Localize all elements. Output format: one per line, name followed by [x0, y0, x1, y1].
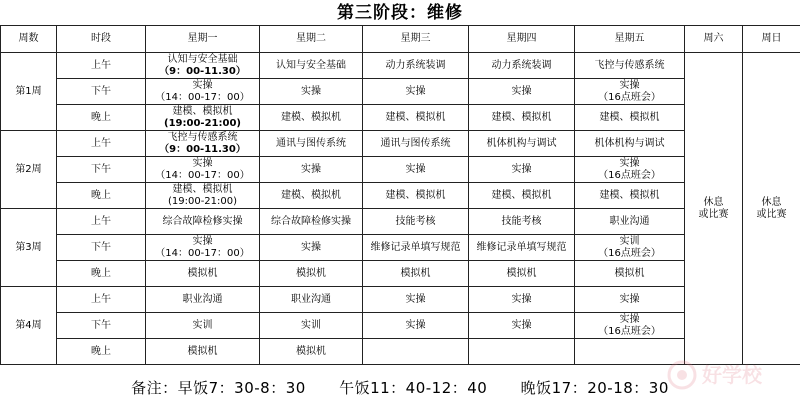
cell-line: 模拟机: [187, 345, 218, 357]
schedule-cell: [363, 235, 469, 261]
week-label: 第2周: [1, 131, 57, 209]
cell-line: 飞控与传感系统: [167, 131, 238, 143]
header-fri: 星期五: [575, 26, 685, 53]
cell-line: 实操: [511, 163, 532, 175]
cell-line: 实操: [511, 319, 532, 331]
schedule-cell: [575, 79, 685, 105]
cell-line: 飞控与传感系统: [594, 59, 665, 71]
schedule-cell: [260, 287, 363, 313]
schedule-cell: [469, 209, 575, 235]
schedule-cell: [146, 183, 260, 209]
cell-line: 维修记录单填写规范: [476, 241, 567, 253]
cell-line: 实训: [619, 235, 640, 247]
saturday-rest-cell: [685, 53, 743, 365]
cell-line: 建模、模拟机: [281, 189, 341, 201]
table-row: [1, 105, 800, 131]
schedule-cell: [575, 287, 685, 313]
schedule-cell: [260, 131, 363, 157]
table-row: [1, 131, 800, 157]
rest-line: 休息: [761, 196, 782, 208]
cell-line: 认知与安全基础: [167, 53, 238, 65]
header-tue: 星期二: [260, 26, 363, 53]
schedule-cell: [146, 131, 260, 157]
cell-line: 模拟机: [187, 267, 218, 279]
cell-line: （16点班会）: [598, 91, 661, 103]
cell-line: 通讯与图传系统: [380, 137, 451, 149]
schedule-cell: [363, 53, 469, 79]
schedule-cell: [575, 235, 685, 261]
schedule-cell: [363, 79, 469, 105]
schedule-cell: [146, 313, 260, 339]
table-row: [1, 53, 800, 79]
cell-line: 实操: [619, 79, 640, 91]
schedule-cell: [575, 53, 685, 79]
table-row: [1, 287, 800, 313]
cell-line: 实训: [301, 319, 321, 331]
schedule-cell: [469, 79, 575, 105]
table-row: [1, 79, 800, 105]
schedule-cell: [260, 157, 363, 183]
cell-line: 建模、模拟机: [172, 105, 233, 117]
schedule-cell: [146, 235, 260, 261]
cell-line: 建模、模拟机: [491, 111, 552, 123]
schedule-cell: [260, 339, 363, 365]
note-lunch: 午饭11：40-12：40: [339, 379, 488, 397]
period-label: 晚上: [57, 261, 146, 287]
watermark-logo: [666, 355, 786, 395]
schedule-cell: [575, 313, 685, 339]
schedule-cell: [469, 339, 575, 365]
cell-line: 实操: [511, 85, 532, 97]
schedule-cell: [260, 79, 363, 105]
table-row: [1, 261, 800, 287]
schedule-cell: [260, 183, 363, 209]
schedule-cell: [469, 261, 575, 287]
cell-line: (19:00-21:00): [164, 117, 241, 129]
cell-line: （14：00-17：00）: [155, 247, 250, 259]
header-thu: 星期四: [469, 26, 575, 53]
sunday-rest-cell: [743, 53, 800, 365]
cell-line: 模拟机: [400, 267, 431, 279]
cell-line: 实操: [619, 313, 640, 325]
cell-line: 建模、模拟机: [491, 189, 552, 201]
note-dinner: 晚饭17：20-18：30: [520, 379, 669, 397]
cell-line: 实操: [511, 293, 532, 305]
cell-line: 职业沟通: [291, 293, 331, 305]
cell-line: 模拟机: [296, 345, 326, 357]
period-label: 晚上: [57, 105, 146, 131]
period-label: 上午: [57, 131, 146, 157]
schedule-cell: [575, 157, 685, 183]
cell-line: 动力系统装调: [385, 59, 446, 71]
schedule-cell: [469, 183, 575, 209]
cell-line: 实操: [405, 163, 426, 175]
week-label: 第4周: [1, 287, 57, 365]
cell-line: （16点班会）: [598, 247, 661, 259]
table-row: [1, 209, 800, 235]
schedule-cell: [146, 261, 260, 287]
header-period: 时段: [57, 26, 146, 53]
schedule-cell: [146, 79, 260, 105]
cell-line: 模拟机: [506, 267, 537, 279]
schedule-cell: [146, 287, 260, 313]
cell-line: 建模、模拟机: [385, 189, 446, 201]
schedule-cell: [260, 105, 363, 131]
period-label: 上午: [57, 287, 146, 313]
rest-line: 或比赛: [756, 208, 787, 220]
cell-line: 动力系统装调: [491, 59, 552, 71]
period-label: 下午: [57, 157, 146, 183]
schedule-cell: [146, 339, 260, 365]
cell-line: 机体机构与调试: [594, 137, 665, 149]
cell-line: 综合故障检修实操: [271, 215, 351, 227]
cell-line: （16点班会）: [598, 325, 661, 337]
table-row: [1, 235, 800, 261]
cell-line: 技能考核: [395, 215, 436, 227]
cell-line: 建模、模拟机: [385, 111, 446, 123]
cell-line: 实操: [192, 79, 213, 91]
schedule-cell: [469, 313, 575, 339]
cell-line: 通讯与图传系统: [276, 137, 346, 149]
header-week: 周数: [1, 26, 57, 53]
schedule-cell: [146, 53, 260, 79]
period-label: 晚上: [57, 183, 146, 209]
table-row: [1, 157, 800, 183]
schedule-cell: [363, 209, 469, 235]
cell-line: 实操: [619, 293, 640, 305]
schedule-cell: [469, 287, 575, 313]
header-sun: 周日: [743, 26, 800, 53]
schedule-cell: [575, 105, 685, 131]
note-prefix: 备注：: [131, 379, 178, 397]
cell-line: 实操: [192, 235, 213, 247]
cell-line: 建模、模拟机: [172, 183, 233, 195]
cell-line: 综合故障检修实操: [162, 215, 243, 227]
period-label: 晚上: [57, 339, 146, 365]
page-title: 第三阶段：维修: [337, 3, 463, 23]
header-sat: 周六: [685, 26, 743, 53]
cell-line: 建模、模拟机: [599, 189, 660, 201]
schedule-cell: [363, 313, 469, 339]
schedule-cell: [260, 235, 363, 261]
schedule-cell: [469, 157, 575, 183]
schedule-cell: [260, 209, 363, 235]
cell-line: 实操: [301, 241, 321, 253]
schedule-cell: [363, 157, 469, 183]
cell-line: （9：00-11.30）: [159, 143, 246, 155]
cell-line: 建模、模拟机: [599, 111, 660, 123]
schedule-cell: [469, 131, 575, 157]
cell-line: （9：00-11.30）: [159, 65, 246, 77]
cell-line: 实操: [301, 85, 321, 97]
period-label: 下午: [57, 79, 146, 105]
header-wed: 星期三: [363, 26, 469, 53]
schedule-cell: [575, 183, 685, 209]
cell-line: （16点班会）: [598, 169, 661, 181]
cell-line: 职业沟通: [182, 293, 223, 305]
schedule-cell: [575, 261, 685, 287]
watermark-text: 好学校: [702, 363, 762, 387]
cell-line: 机体机构与调试: [486, 137, 557, 149]
schedule-cell: [469, 235, 575, 261]
schedule-cell: [363, 261, 469, 287]
period-label: 下午: [57, 313, 146, 339]
cell-line: 维修记录单填写规范: [370, 241, 461, 253]
rest-line: 或比赛: [698, 208, 729, 220]
cell-line: 实操: [301, 163, 321, 175]
schedule-cell: [146, 209, 260, 235]
schedule-cell: [260, 313, 363, 339]
schedule-cell: [363, 183, 469, 209]
schedule-cell: [363, 131, 469, 157]
period-label: 上午: [57, 209, 146, 235]
cell-line: 技能考核: [501, 215, 542, 227]
cell-line: 认知与安全基础: [276, 59, 346, 71]
rest-line: 休息: [703, 196, 724, 208]
cell-line: 模拟机: [614, 267, 645, 279]
week-label: 第3周: [1, 209, 57, 287]
cell-line: (19:00-21:00): [167, 195, 238, 207]
schedule-cell: [363, 339, 469, 365]
header-row: [1, 26, 800, 53]
schedule-cell: [260, 53, 363, 79]
cell-line: 实操: [405, 293, 426, 305]
cell-line: （14：00-17：00）: [155, 169, 250, 181]
schedule-cell: [363, 105, 469, 131]
table-row: [1, 313, 800, 339]
cell-line: 实训: [192, 319, 213, 331]
cell-line: 实操: [405, 85, 426, 97]
schedule-cell: [260, 261, 363, 287]
schedule-cell: [469, 105, 575, 131]
cell-line: 实操: [405, 319, 426, 331]
cell-line: 实操: [192, 157, 213, 169]
header-mon: 星期一: [146, 26, 260, 53]
table-row: [1, 183, 800, 209]
period-label: 下午: [57, 235, 146, 261]
cell-line: 建模、模拟机: [281, 111, 341, 123]
cell-line: 职业沟通: [609, 215, 650, 227]
schedule-cell: [575, 131, 685, 157]
schedule-cell: [575, 209, 685, 235]
period-label: 上午: [57, 53, 146, 79]
schedule-cell: [146, 157, 260, 183]
schedule-cell: [363, 287, 469, 313]
cell-line: （14：00-17：00）: [155, 91, 250, 103]
week-label: 第1周: [1, 53, 57, 131]
cell-line: 实操: [619, 157, 640, 169]
schedule-cell: [469, 53, 575, 79]
cell-line: 模拟机: [296, 267, 326, 279]
note-breakfast: 备注：早饭7：30-8：30: [131, 379, 306, 397]
schedule-cell: [146, 105, 260, 131]
schedule-table: [0, 25, 800, 365]
